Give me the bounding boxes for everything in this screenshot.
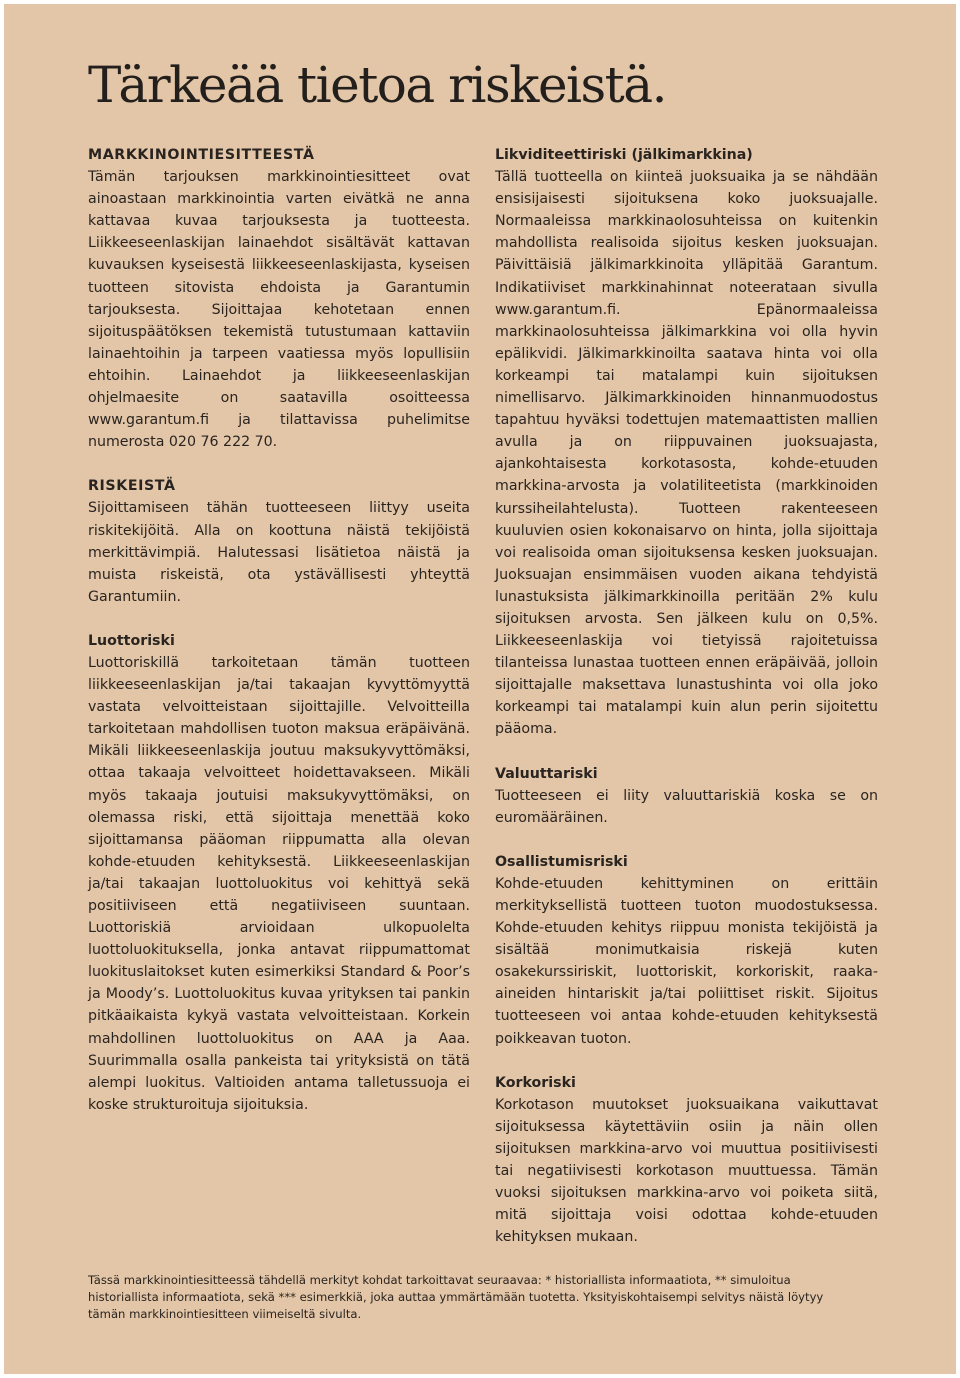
- section-riskeista: [88, 475, 470, 608]
- document-page: [4, 4, 956, 1374]
- section-text: Tällä tuotteella on kiinteä juoksuaika ja se nähdään ensisijaisesti sijoituksena koko juoksuajalle. Normaaleissa markkinaolosuhteissa on kuitenkin mahdollista realisoida sijoitus kesken juoksuajan. Päivittäisiä jälkimarkkinoita ylläpitää Garantum. Indikatiiviset markkinahinnat noteerataan sivulla www.garantum.fi. Epänormaaleissa markkinaolosuhteissa jälkimarkkina voi olla hyvin epälikvidi. Jälkimarkkinoilta saatava hinta voi olla korkeampi tai matalampi kuin sijoituksen nimellisarvo. Jälkimarkkinoiden hinnanmuodostus tapahtuu hyväksi todettujen matemaattisten mallien avulla ja on riippuvainen juoksuajasta, ajankohtaisesta korkotasosta, kohde-etuuden markkina-arvosta ja volatiliteetista (markkinoiden kurssiheilahtelusta). Tuotteen rakenteeseen kuuluvien osien kokonaisarvo on hinta, jolla sijoittaja voi realisoida oman sijoituksensa kesken juoksuajan. Juoksuajan ensimmäisen vuoden aikana tehdyistä lunastuksista jälkimarkkinoilla peritään 2% kulu sijoituksen arvosta. Sen jälkeen kulu on 0,5%. Liikkeeseenlaskija voi tietyissä rajoitetuissa tilanteissa lunastaa tuotteen ennen eräpäivää, jolloin sijoittajalle maksettava lunastushinta voi olla joko korkeampi tai matalampi kuin alun perin sijoitettu pääoma.: [495, 169, 878, 738]
- section-heading: Valuuttariski: [495, 765, 598, 782]
- section-text: Luottoriskillä tarkoitetaan tämän tuotteen liikkeeseenlaskijan ja/tai takaajan kyvyttömyyttä vastata velvoitteistaan sijoittajille. Velvoitteilla tarkoitetaan mahdollisen tuoton maksua eräpäivänä. Mikäli liikkeeseenlaskija joutuu maksukyvyttömäksi, ottaa takaaja velvoitteet hoidettavakseen. Mikäli myös takaaja joutuisi maksukyvyttömäksi, on olemassa riski, että sijoittaja menettää koko sijoittamansa pääoman riippumatta alla olevan kohde-etuuden kehityksestä. Liikkeeseenlaskijan ja/tai takaajan luottoluokitus voi kehittyä sekä positiiviseen että negatiiviseen suuntaan. Luottoriskiä arvioidaan ulkopuolelta luottoluokituksella, jonka antavat riippumattomat luokituslaitokset kuten esimerkiksi Standard & Poor’s ja Moody’s. Luottoluokitus kuvaa yrityksen tai pankin pitkäaikaista kykyä vastata velvoitteistaan. Korkein mahdollinen luottoluokitus on AAA ja Aaa. Suurimmalla osalla pankeista tai yrityksistä on tätä alempi luokitus. Valtioiden antama talletussuoja ei koske strukturoituja sijoituksia.: [88, 654, 470, 1113]
- page-title: Tärkeää tietoa riskeistä.: [88, 56, 666, 114]
- section-heading: Luottoriski: [88, 632, 175, 649]
- section-text: Kohde-etuuden kehittyminen on erittäin merkityksellistä tuotteen tuoton muodostuksessa. Kohde-etuuden kehitys riippuu monista tekijöistä ja sisältää monimutkaisia riskejä kuten osakekurssiriskit, luottoriskit, korkoriskit, raaka-aineiden hintariskit ja/tai poliittiset riskit. Sijoitus tuotteeseen voi antaa kohde-etuuden kehityksestä poikkeavan tuoton.: [495, 875, 878, 1047]
- section-heading: Korkoriski: [495, 1074, 576, 1091]
- footnote: Tässä markkinointiesitteessä tähdellä merkityt kohdat tarkoittavat seuraavaa: * historiallista informaatiota, ** simuloitua historiallista informaatiota, sekä *** esimerkkiä, joka auttaa ymmärtämään tuotetta. Yksityiskohtaisempi selvitys näistä löytyy tämän markkinointiesitteen viimeiseltä sivulta.: [88, 1273, 824, 1322]
- section-heading: Likviditeettiriski (jälkimarkkina): [495, 147, 753, 163]
- section-heading: Osallistumisriski: [495, 853, 628, 870]
- right-column: [495, 144, 878, 1270]
- section-markkinointiesitteesta: [88, 144, 470, 453]
- section-osallistumisriski: [495, 851, 878, 1050]
- section-text: Tuotteeseen ei liity valuuttariskiä koska se on euromääräinen.: [495, 787, 878, 826]
- left-column: [88, 144, 470, 1138]
- section-text: Tämän tarjouksen markkinointiesitteet ovat ainoastaan markkinointia varten eivätkä ne anna kattavaa kuvaa tarjouksesta ja tuotteesta. Liikkeeseenlaskijan lainaehdot sisältävät kattavan kuvauksen kyseisestä liikkeeseenlaskijasta, kyseisen tuotteen sitovista ehdoista ja Garantumin tarjouksesta. Sijoittajaa kehotetaan ennen sijoituspäätöksen tekemistä tutustumaan kattaviin lainaehtoihin ja tarpeen vaatiessa myös lopullisiin ehtoihin. Lainaehdot ja liikkeeseenlaskijan ohjelmaesite on saatavilla osoitteessa www.garantum.fi ja tilattavissa puhelimitse numerosta 020 76 222 70.: [88, 169, 470, 451]
- section-korkoriski: [495, 1072, 878, 1249]
- section-heading: MARKKINOINTIESITTEESTÄ: [88, 147, 315, 163]
- section-heading: RISKEISTÄ: [88, 478, 176, 495]
- section-text: Sijoittamiseen tähän tuotteeseen liittyy useita riskitekijöitä. Alla on koottuna näistä tekijöistä merkittävimpiä. Halutessasi lisätietoa näistä ja muista riskeistä, ota ystävällisesti yhteyttä Garantumiin.: [88, 500, 470, 605]
- section-text: Korkotason muutokset juoksuaikana vaikuttavat sijoituksessa käytettäviin osiin ja näin ollen sijoituksen markkina-arvo voi muuttua positiivisesti tai negatiivisesti korkotason muuttuessa. Tämän vuoksi sijoituksen markkina-arvo voi poiketa siitä, mitä sijoittaja voisi odottaa kohde-etuuden kehityksen mukaan.: [495, 1096, 878, 1246]
- section-luottoriski: [88, 630, 470, 1116]
- section-valuuttariski: [495, 763, 878, 829]
- section-likviditeettiriski: [495, 144, 878, 741]
